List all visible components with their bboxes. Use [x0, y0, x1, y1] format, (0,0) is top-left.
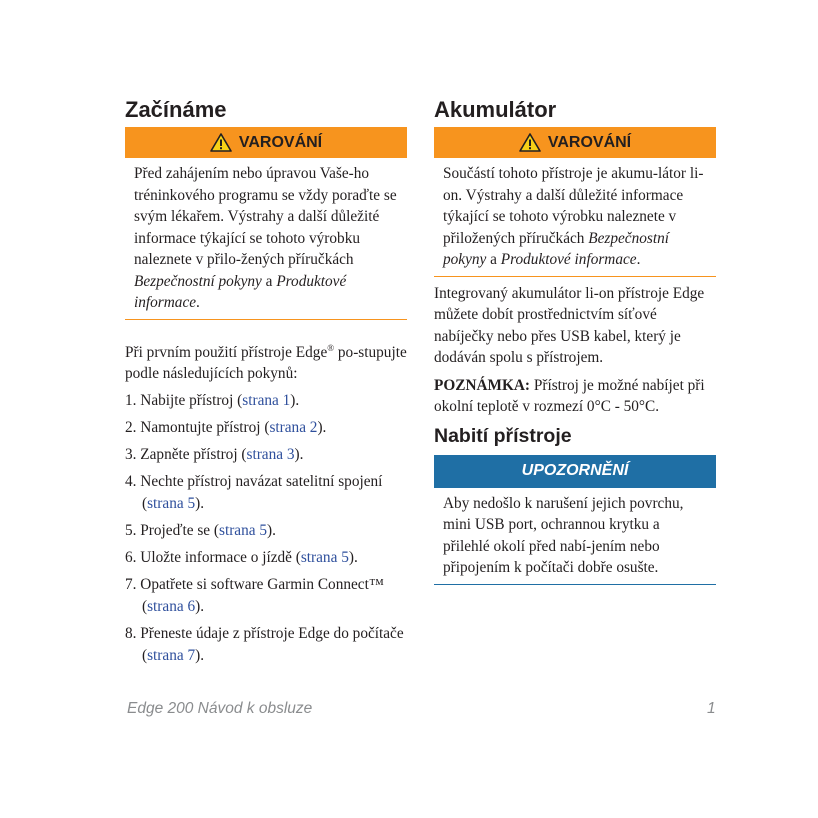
step-end: ).	[195, 494, 205, 512]
list-item	[125, 390, 407, 412]
page-link[interactable]: strana 5	[300, 548, 349, 566]
warning-label: VAROVÁNÍ	[238, 133, 323, 151]
note-label: POZNÁMKA:	[434, 376, 531, 394]
step-text: 7. Opatřete si software Garmin Connect™ (	[125, 575, 384, 615]
page-link[interactable]: strana 3	[246, 445, 295, 463]
warning-and: a	[486, 251, 501, 268]
battery-paragraph: Integrovaný akumulátor li-on přístroje Edge můžete dobít prostřednictvím síťové nabíječky nebo přes USB kabel, který je dodáván spolu s přístrojem.	[434, 284, 705, 366]
caution-body: Aby nedošlo k narušení jejich povrchu, mini USB port, ochrannou krytku a přilehlé okolí před nabí-jením nebo připojením k počítači dobře osušte.	[434, 488, 716, 585]
doc-safety-title: Bezpečnostní pokyny	[443, 229, 669, 268]
list-item	[125, 623, 407, 667]
warning-header	[434, 127, 716, 158]
footer-page-number: 1	[707, 700, 716, 717]
note-text: Přístroj je možné nabíjet při okolní teplotě v rozmezí 0°C - 50°C.	[434, 376, 705, 415]
note-paragraph	[434, 375, 716, 418]
page-link[interactable]: strana 7	[147, 646, 196, 664]
list-item	[125, 547, 407, 569]
warning-text: Před zahájením nebo úpravou Vaše-ho tréninkového programu se vždy poraďte se svým lékařem. Výstrahy a další důležité informace týkající se tohoto výrobku naleznete v přilo-žených příručkách	[134, 165, 397, 268]
doc-product-title: Produktové informace	[134, 272, 347, 311]
warning-triangle-icon	[210, 133, 232, 152]
intro-paragraph	[125, 338, 407, 385]
page-link[interactable]: strana 1	[242, 391, 291, 409]
warning-header	[125, 127, 407, 158]
warning-and: a	[261, 272, 277, 290]
step-text: 1. Nabijte přístroj (	[125, 391, 243, 409]
step-end: ).	[195, 646, 205, 664]
warning-triangle-icon	[519, 133, 541, 152]
warning-end: .	[636, 251, 641, 268]
page-link[interactable]: strana 6	[147, 597, 196, 615]
step-text: 3. Zapněte přístroj (	[125, 445, 247, 463]
list-item	[125, 574, 407, 618]
step-text: 6. Uložte informace o jízdě (	[125, 548, 301, 566]
step-end: ).	[290, 391, 300, 409]
step-end: ).	[348, 548, 358, 566]
caution-label: UPOZORNĚNÍ	[521, 462, 629, 479]
step-end: ).	[195, 597, 205, 615]
step-end: ).	[294, 445, 304, 463]
step-text: 5. Projeďte se (	[125, 521, 219, 539]
warning-label: VAROVÁNÍ	[547, 133, 632, 151]
page-link[interactable]: strana 2	[269, 418, 318, 436]
section-title-battery: Akumulátor	[434, 97, 557, 122]
registered-mark: ®	[327, 342, 335, 353]
warning-text: Součástí tohoto přístroje je akumu-látor li-on. Výstrahy a další důležité informace týkající se tohoto výrobku naleznete v přiložených příručkách	[443, 165, 704, 247]
footer-doc-title: Edge 200 Návod k obsluze	[127, 700, 313, 717]
section-title-getting-started: Začínáme	[125, 97, 227, 122]
subsection-title-charging: Nabití přístroje	[434, 424, 572, 447]
warning-end: .	[196, 294, 200, 311]
step-end: ).	[267, 521, 276, 539]
step-text: 4. Nechte přístroj navázat satelitní spojení (	[125, 472, 383, 512]
steps-list	[125, 390, 407, 667]
warning-body	[434, 158, 716, 277]
list-item	[125, 444, 407, 466]
doc-safety-title: Bezpečnostní pokyny	[134, 272, 262, 290]
list-item	[125, 520, 407, 542]
caution-header	[434, 455, 716, 488]
list-item	[125, 417, 407, 439]
left-column	[125, 96, 407, 672]
right-column	[434, 96, 716, 585]
step-text: 2. Namontujte přístroj (	[125, 418, 270, 436]
page-link[interactable]: strana 5	[147, 494, 196, 512]
intro-text-cont: po-stupujte podle následujících pokynů:	[125, 343, 407, 383]
step-end: ).	[317, 418, 327, 436]
doc-product-title: Produktové informace	[500, 251, 637, 268]
warning-body	[125, 158, 407, 320]
list-item	[125, 471, 407, 515]
intro-text: Při prvním použití přístroje Edge	[125, 343, 328, 361]
page-link[interactable]: strana 5	[219, 521, 267, 539]
step-text: 8. Přeneste údaje z přístroje Edge do počítače (	[125, 624, 404, 664]
